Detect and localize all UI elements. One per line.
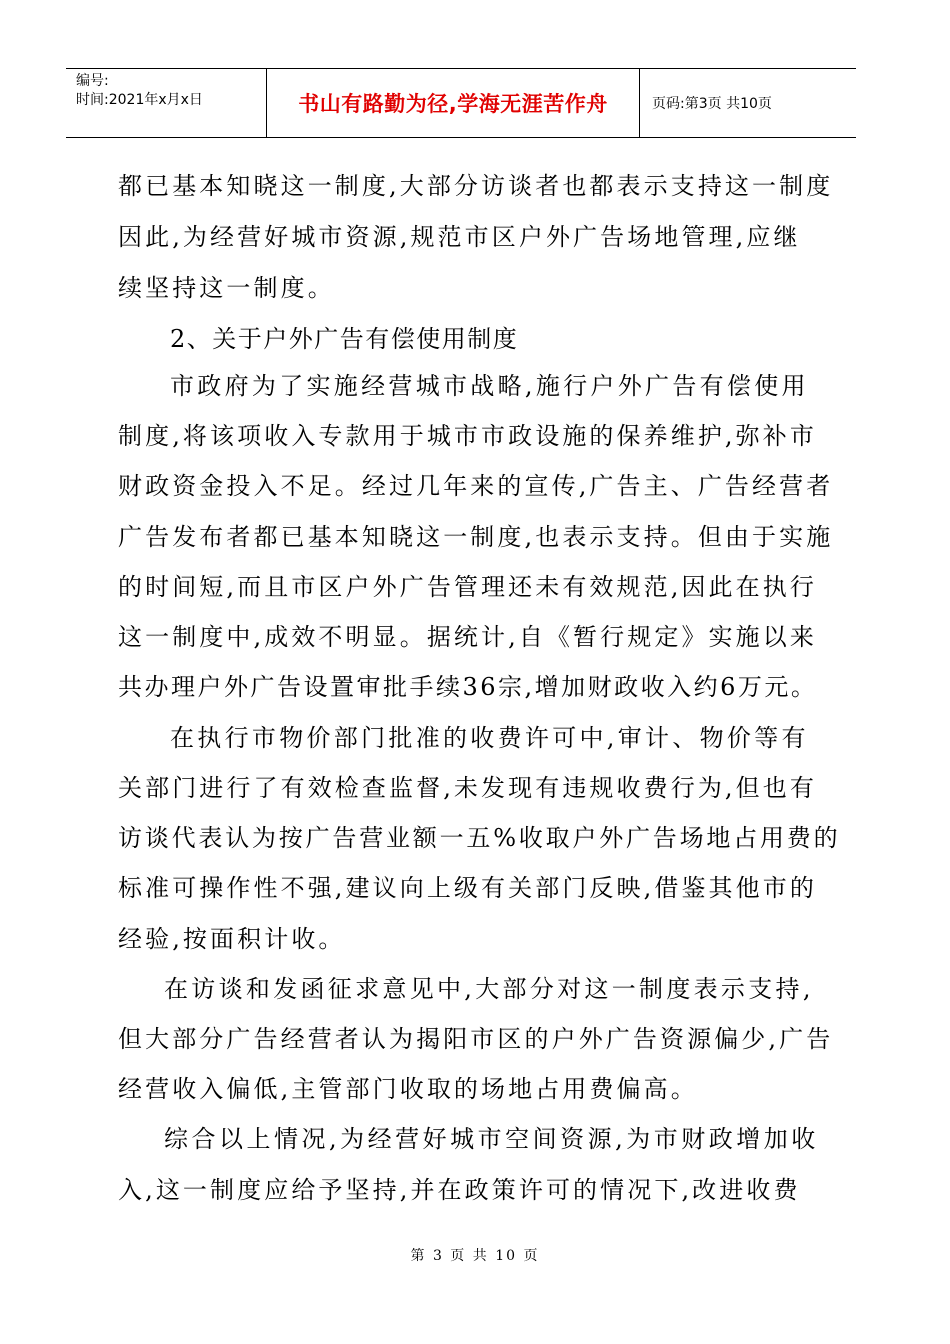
body-line: 的时间短,而且市区户外广告管理还未有效规范,因此在执行: [118, 573, 817, 601]
body-line: 综合以上情况,为经营好城市空间资源,为市财政增加收: [164, 1125, 819, 1153]
body-line: 广告发布者都已基本知晓这一制度,也表示支持。但由于实施: [118, 523, 834, 551]
body-line: 制度,将该项收入专款用于城市市政设施的保养维护,弥补市: [118, 422, 817, 450]
body-line: 入,这一制度应给予坚持,并在政策许可的情况下,改进收费: [118, 1176, 801, 1204]
body-line: 经验,按面积计收。: [118, 925, 346, 953]
header-motto: 书山有路勤为径,学海无涯苦作舟: [298, 92, 608, 116]
page-footer: 第 3 页 共 10 页: [410, 1248, 540, 1264]
document-time-label: 时间:2021年x月x日: [76, 92, 203, 108]
section-heading: 2、关于户外广告有偿使用制度: [170, 325, 519, 353]
body-line: 关部门进行了有效检查监督,未发现有违规收费行为,但也有: [118, 774, 817, 802]
body-line: 续坚持这一制度。: [118, 274, 335, 302]
body-line: 标准可操作性不强,建议向上级有关部门反映,借鉴其他市的: [118, 874, 817, 902]
header-motto-cell: [267, 69, 640, 137]
header-page-label: 页码:第3页 共10页: [652, 96, 772, 112]
header-meta-cell: [66, 69, 267, 137]
body-line: 这一制度中,成效不明显。据统计,自《暂行规定》实施以来: [118, 623, 817, 651]
body-line: 财政资金投入不足。经过几年来的宣传,广告主、广告经营者: [118, 472, 834, 500]
page-header: [66, 68, 856, 138]
body-line: 经营收入偏低,主管部门收取的场地占用费偏高。: [118, 1075, 698, 1103]
document-number-label: 编号:: [76, 73, 109, 89]
body-line: 因此,为经营好城市资源,规范市区户外广告场地管理,应继: [118, 223, 801, 251]
body-line: 市政府为了实施经营城市战略,施行户外广告有偿使用: [170, 372, 809, 400]
body-line: 访谈代表认为按广告营业额一五%收取户外广告场地占用费的: [118, 824, 841, 852]
body-line: 都已基本知晓这一制度,大部分访谈者也都表示支持这一制度: [118, 172, 834, 200]
body-line: 但大部分广告经营者认为揭阳市区的户外广告资源偏少,广告: [118, 1025, 834, 1053]
body-line: 在执行市物价部门批准的收费许可中,审计、物价等有: [170, 724, 809, 752]
body-line: 共办理户外广告设置审批手续36宗,增加财政收入约6万元。: [118, 673, 818, 701]
header-page-cell: [640, 69, 856, 137]
body-line: 在访谈和发函征求意见中,大部分对这一制度表示支持,: [164, 975, 814, 1003]
